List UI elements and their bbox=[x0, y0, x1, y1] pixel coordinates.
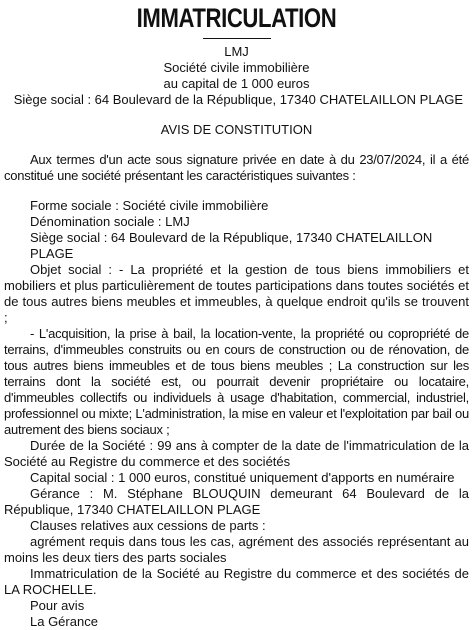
objet-social-1: Objet social : - La propriété et la gestion de tous biens immobiliers et mobiliers et plus particulièrement de toutes participations dans toutes sociétés et de tous autres biens meubles et immeubles, à quelque endroit qu'ils se trouvent ; bbox=[4, 262, 469, 325]
denomination-sociale: Dénomination sociale : LMJ bbox=[30, 214, 190, 229]
siege-social: Siège social : 64 Boulevard de la République, 17340 CHATELAILLON PLAGE bbox=[30, 230, 433, 261]
company-type: Société civile immobilière bbox=[163, 60, 310, 75]
title-divider bbox=[203, 38, 271, 39]
company-name: LMJ bbox=[224, 44, 249, 59]
pour-avis: Pour avis bbox=[30, 598, 85, 613]
agrement: agrément requis dans tous les cas, agrément des associés représentant au moins les deux tiers des parts sociales bbox=[4, 534, 469, 565]
capital-social: Capital social : 1 000 euros, constitué uniquement d'apports en numéraire bbox=[30, 470, 455, 485]
signature: La Gérance bbox=[30, 614, 98, 629]
forme-sociale: Forme sociale : Société civile immobilière bbox=[30, 198, 269, 213]
legal-notice bbox=[0, 2, 473, 629]
immatriculation-rcs: Immatriculation de la Société au Registre du commerce et des sociétés de LA ROCHELLE. bbox=[4, 566, 469, 597]
notice-heading: AVIS DE CONSTITUTION bbox=[160, 122, 313, 137]
company-capital: au capital de 1 000 euros bbox=[163, 76, 310, 91]
company-siege: Siège social : 64 Boulevard de la République, 17340 CHATELAILLON PLAGE bbox=[13, 92, 463, 107]
objet-social-2: - L'acquisition, la prise à bail, la location-vente, la propriété ou copropriété de terrains, d'immeubles construits ou en cours de construction ou de rénovation, de tous autres biens immeubles et de tous biens meubles ; La construction sur les terrains dont la société est, ou pourrait devenir propriétaire ou locataire, d'immeubles collectifs ou individuels à usage d'habitation, commercial, industriel, professionnel ou mixte; L'administration, la mise en valeur et l'exploitation par bail ou autrement des biens sociaux ; bbox=[4, 326, 469, 437]
gerance: Gérance : M. Stéphane BLOUQUIN demeurant 64 Boulevard de la République, 17340 CHATELAILLON PLAGE bbox=[4, 486, 469, 517]
notice-title: IMMATRICULATION bbox=[136, 3, 337, 33]
notice-intro: Aux termes d'un acte sous signature privée en date à du 23/07/2024, il a été constitué une société présentant les caractéristiques suivantes : bbox=[4, 152, 469, 183]
clauses-cessions: Clauses relatives aux cessions de parts : bbox=[30, 518, 266, 533]
duree-societe: Durée de la Société : 99 ans à compter de la date de l'immatriculation de la Société au Registre du commerce et des sociétés bbox=[4, 438, 469, 469]
